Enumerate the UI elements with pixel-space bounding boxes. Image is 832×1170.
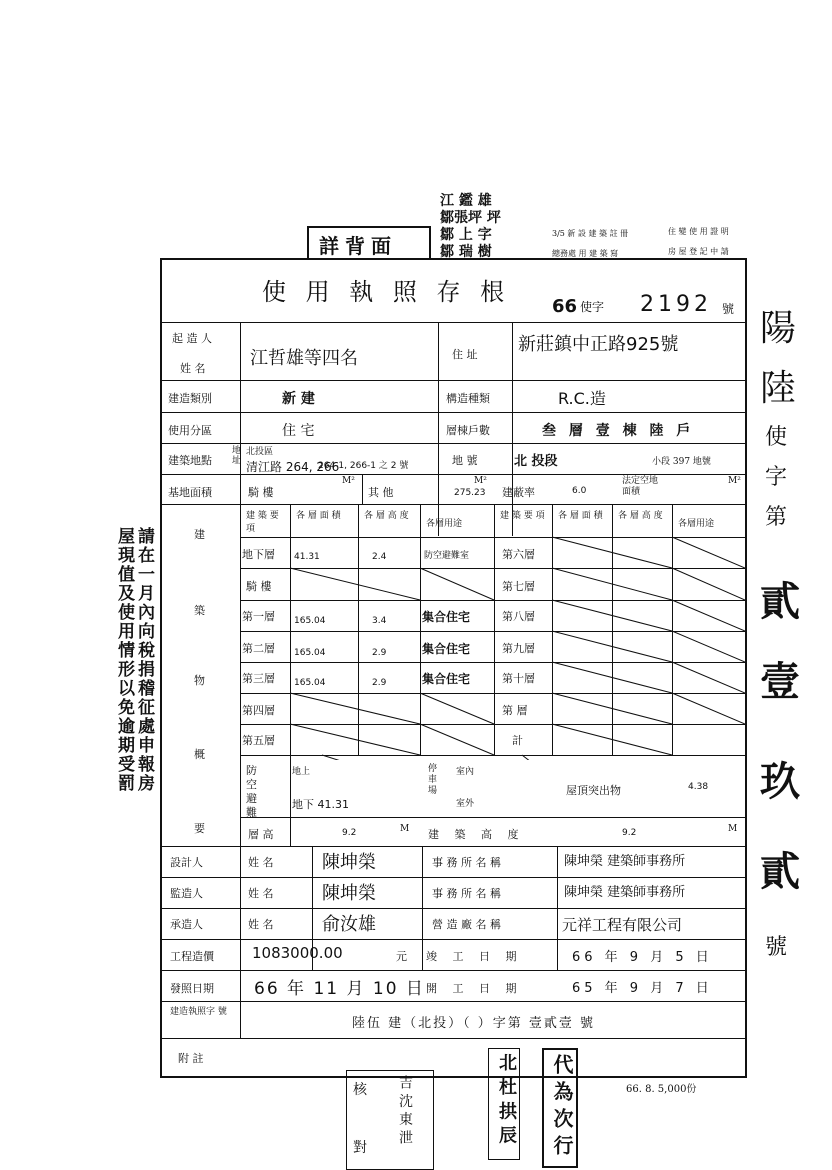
total-height-value: 9.2 [622,828,637,838]
left-note-c1-7: 形 [118,660,135,680]
coverage-value: 6.0 [572,486,587,496]
side-note-1: 3/5 新 設 建 築 註 冊 [552,229,629,238]
permit-year: 66 [552,296,578,317]
rule [162,1001,745,1002]
parking-in: 室內 [456,767,475,777]
right-stamp-char-2: 陸 [760,368,797,409]
riding-unit: M² [342,476,355,486]
building-side-2: 築 [194,604,205,617]
left-note-c1-8: 以 [118,679,135,699]
header-item: 建 築 要 項 [246,511,279,534]
official-1: 江 鑑 雄 [440,193,492,209]
legal-open-unit: M² [728,476,741,486]
site-value-1: 北投區 [246,447,274,457]
permit-form [160,258,747,1078]
contractor-label: 承造人 [170,918,203,931]
left-note-c2-10: 處 [138,717,155,737]
contractor-firm: 元祥工程有限公司 [562,916,683,934]
right-stamp-char-5: 第 [765,505,788,530]
left-note-c2-5: 向 [138,622,155,642]
permit-suffix: 號 [722,302,735,316]
designer-name: 陳坤榮 [322,852,376,873]
structure-label: 構造種類 [446,392,490,405]
contractor-firm-label: 營 造 廠 名 稱 [432,918,501,931]
right-stamp-char-9: 貳 [760,848,800,895]
floor-use-1: 集合住宅 [422,610,471,624]
designer-office-label: 事 務 所 名 稱 [432,856,501,869]
stamp-name-3-box [542,1048,578,1168]
left-note-c2-11: 申 [138,736,155,756]
designer-name-label: 姓 名 [248,856,274,869]
floor-label-1: 第一層 [242,610,275,623]
rule [240,817,745,818]
rule [557,846,558,970]
floor-label-total: 計 [512,734,523,747]
stamp-name-2: 北 杜 拱 辰 [496,1053,517,1144]
issue-value: 66 年 11 月 10 日 [254,979,425,999]
designer-office: 陳坤榮 建築師事務所 [564,854,686,869]
use-zone-label: 使用分區 [168,424,212,437]
left-note-col-1 [118,528,138,794]
floor-label-7: 第七層 [502,580,535,593]
supervisor-name: 陳坤榮 [322,883,376,904]
builder-label-1: 起 造 人 [172,332,212,345]
address-label: 住 址 [452,348,478,361]
floor-height-2: 2.9 [372,648,387,658]
left-note-c2-13: 房 [138,774,155,794]
supervisor-label: 監造人 [170,887,203,900]
floor-height-label: 層 高 [248,828,274,841]
building-side-3: 物 [194,674,205,687]
official-4: 鄒 瑞 樹 [440,244,492,260]
rule [162,939,745,940]
building-side-1: 建 [194,528,205,541]
complete-label: 竣 工 日 期 [426,950,523,963]
floor-area-b1: 41.31 [294,552,320,562]
site-sub: 地 址 [232,446,242,466]
contractor-name: 俞汝雄 [322,914,376,935]
seal-label: 對 [353,1140,367,1156]
right-stamp-char-6: 貳 [760,578,800,625]
building-side-4: 概 [194,748,205,761]
right-stamp-char-3: 使 [765,425,788,450]
left-note-c2-6: 稅 [138,641,155,661]
shelter-below: 地下 41.31 [292,798,349,811]
left-note-c2-0: 請 [138,527,155,547]
empty-cell-slashes [162,260,745,760]
structure-value: R.C.造 [558,389,606,408]
lot-label: 地 號 [452,454,478,467]
left-note-c1-3: 及 [118,584,135,604]
floor-label-riding: 騎 樓 [246,580,272,593]
rule [162,1038,745,1039]
contractor-name-label: 姓 名 [248,918,274,931]
build-type-value: 新 建 [282,391,315,407]
rule [162,908,745,909]
parking-out: 室外 [456,799,475,809]
detail-back-label: 詳背面 [319,234,397,258]
right-stamp-char-8: 玖 [760,758,800,805]
official-3: 鄒 上 字 [440,227,492,243]
floor-area-2: 165.04 [294,648,326,658]
floor-label-8: 第八層 [502,610,535,623]
lot-value: 北 投段 [514,454,558,469]
header-area: 各 層 面 積 [296,511,341,521]
left-notice [118,528,160,828]
start-label: 開 工 日 期 [426,982,523,995]
header-area-r: 各 層 面 積 [558,511,603,521]
left-note-c1-12: 受 [118,755,135,775]
floor-height-1: 3.4 [372,616,387,626]
side-note-2: 總務處 用 建 築 寫 [552,249,619,258]
header-use-r: 各層用途 [678,519,715,529]
permit-label: 建造執照字 號 [170,1007,227,1017]
right-stamp-char-1: 陽 [760,308,797,349]
left-note-c1-5: 用 [118,622,135,642]
floor-use-3: 集合住宅 [422,672,471,686]
official-2: 鄒張坪 坪 [440,210,501,226]
left-note-c2-7: 捐 [138,660,155,680]
left-note-c2-4: 內 [138,603,155,623]
floor-label-6: 第六層 [502,548,535,561]
designer-label: 設計人 [170,856,203,869]
riding-label: 騎 樓 [248,486,274,499]
check-label: 核 [353,1082,367,1098]
permit-word: 使字 [580,300,605,314]
build-type-label: 建造類別 [168,392,212,405]
left-note-c2-1: 在 [138,546,155,566]
stamp-name-2-box [488,1048,520,1160]
header-item-r: 建 築 要 項 [500,511,545,521]
floor-height-b1: 2.4 [372,552,387,562]
side-note-3: 住 變 使 用 證 明 [668,227,729,236]
stamp-name-1: 吉 沈 東 泄 [397,1075,413,1145]
left-note-c2-12: 報 [138,755,155,775]
floor-label-n: 第 層 [502,704,528,717]
floor-height-3: 2.9 [372,678,387,688]
floor-label-10: 第十層 [502,672,535,685]
floors-value: 叁 層 壹 棟 陸 戶 [542,423,695,439]
issue-label: 發照日期 [170,982,214,995]
detail-back-stamp [307,226,431,260]
floors-label: 層棟戶數 [446,424,490,437]
supervisor-office: 陳坤榮 建築師事務所 [564,885,686,900]
right-stamp-char-7: 壹 [760,658,800,705]
shelter-above: 地上 [292,767,311,777]
left-note-c1-13: 罰 [118,774,135,794]
left-note-c1-2: 值 [118,565,135,585]
form-title: 使 用 執 照 存 根 [262,278,511,306]
header-height-r: 各 層 高 度 [618,511,663,521]
floor-label-3: 第三層 [242,672,275,685]
floor-area-1: 165.04 [294,616,326,626]
check-box [346,1070,434,1170]
right-stamp-char-10: 號 [765,935,788,960]
cost-value: 1083000.00 [252,944,343,962]
site-value-2: 清江路 264, 266 [246,460,340,474]
left-note-c1-0: 屋 [118,527,135,547]
legal-open-label: 法定空地面積 [622,476,659,497]
complete-value: 66 年 9 月 5 日 [572,950,713,965]
floor-height-unit: M [400,824,410,834]
builder-label-2: 姓 名 [180,362,206,375]
floor-label-9: 第九層 [502,642,535,655]
roof-value: 4.38 [688,782,709,792]
floor-area-3: 165.04 [294,678,326,688]
address-value: 新莊鎮中正路925號 [518,334,679,355]
rule [162,846,745,847]
floor-label-2: 第二層 [242,642,275,655]
floor-height-value: 9.2 [342,828,357,838]
left-note-c2-2: 一 [138,565,155,585]
rule [162,970,745,971]
coverage-label: 建蔽率 [502,486,535,499]
left-note-c1-1: 現 [118,546,135,566]
other-unit: M² [474,476,487,486]
permit-value: 陸伍 建（北投）（ ）字第 壹貳壹 號 [352,1016,596,1031]
floor-use-2: 集合住宅 [422,642,471,656]
header-use: 各層用途 [426,519,463,529]
floor-use-b1: 防空避難室 [424,551,470,561]
other-value: 275.23 [454,488,486,498]
rule [422,846,423,970]
total-height-label: 建 築 高 度 [428,828,525,841]
left-note-c1-10: 逾 [118,717,135,737]
stamp-name-3: 代 為 次 行 [550,1054,574,1155]
floor-label-b1: 地下層 [242,548,275,561]
rule [162,877,745,878]
supervisor-name-label: 姓 名 [248,887,274,900]
print-info: 66. 8. 5,000份 [626,1084,697,1095]
lot-small: 小段 397 地號 [652,457,711,467]
building-side-5: 要 [194,822,205,835]
left-note-c2-8: 稽 [138,679,155,699]
left-note-c1-11: 期 [118,736,135,756]
cost-label: 工程造價 [170,950,214,963]
header-height: 各 層 高 度 [364,511,409,521]
left-note-c1-6: 情 [118,641,135,661]
left-note-c1-9: 免 [118,698,135,718]
floor-label-4: 第四層 [242,704,275,717]
start-value: 65 年 9 月 7 日 [572,981,713,996]
site-value-3: 264-1, 266-1 之 2 號 [318,461,409,471]
base-area-label: 基地面積 [168,486,212,499]
permit-number: 2192 [640,292,712,317]
builder-value: 江哲雄等四名 [250,348,358,369]
use-zone-value: 住 宅 [282,423,315,439]
side-note-4: 房 屋 登 記 中 請 [668,247,729,256]
site-label: 建築地點 [168,454,212,467]
other-label: 其 他 [368,486,394,499]
supervisor-office-label: 事 務 所 名 稱 [432,887,501,900]
total-height-unit: M [728,824,738,834]
left-note-col-2 [138,528,158,794]
cost-unit: 元 [396,950,407,963]
right-stamp-char-4: 字 [765,465,788,490]
left-note-c1-4: 使 [118,603,135,623]
shelter-label: 防 空 避 難 [246,764,257,819]
left-note-c2-3: 月 [138,584,155,604]
parking-label: 停 車 場 [428,764,438,796]
right-permit-stamp [760,300,810,980]
floor-label-5: 第五層 [242,734,275,747]
left-note-c2-9: 征 [138,698,155,718]
note-label: 附 註 [178,1052,204,1065]
roof-label: 屋頂突出物 [566,784,621,797]
